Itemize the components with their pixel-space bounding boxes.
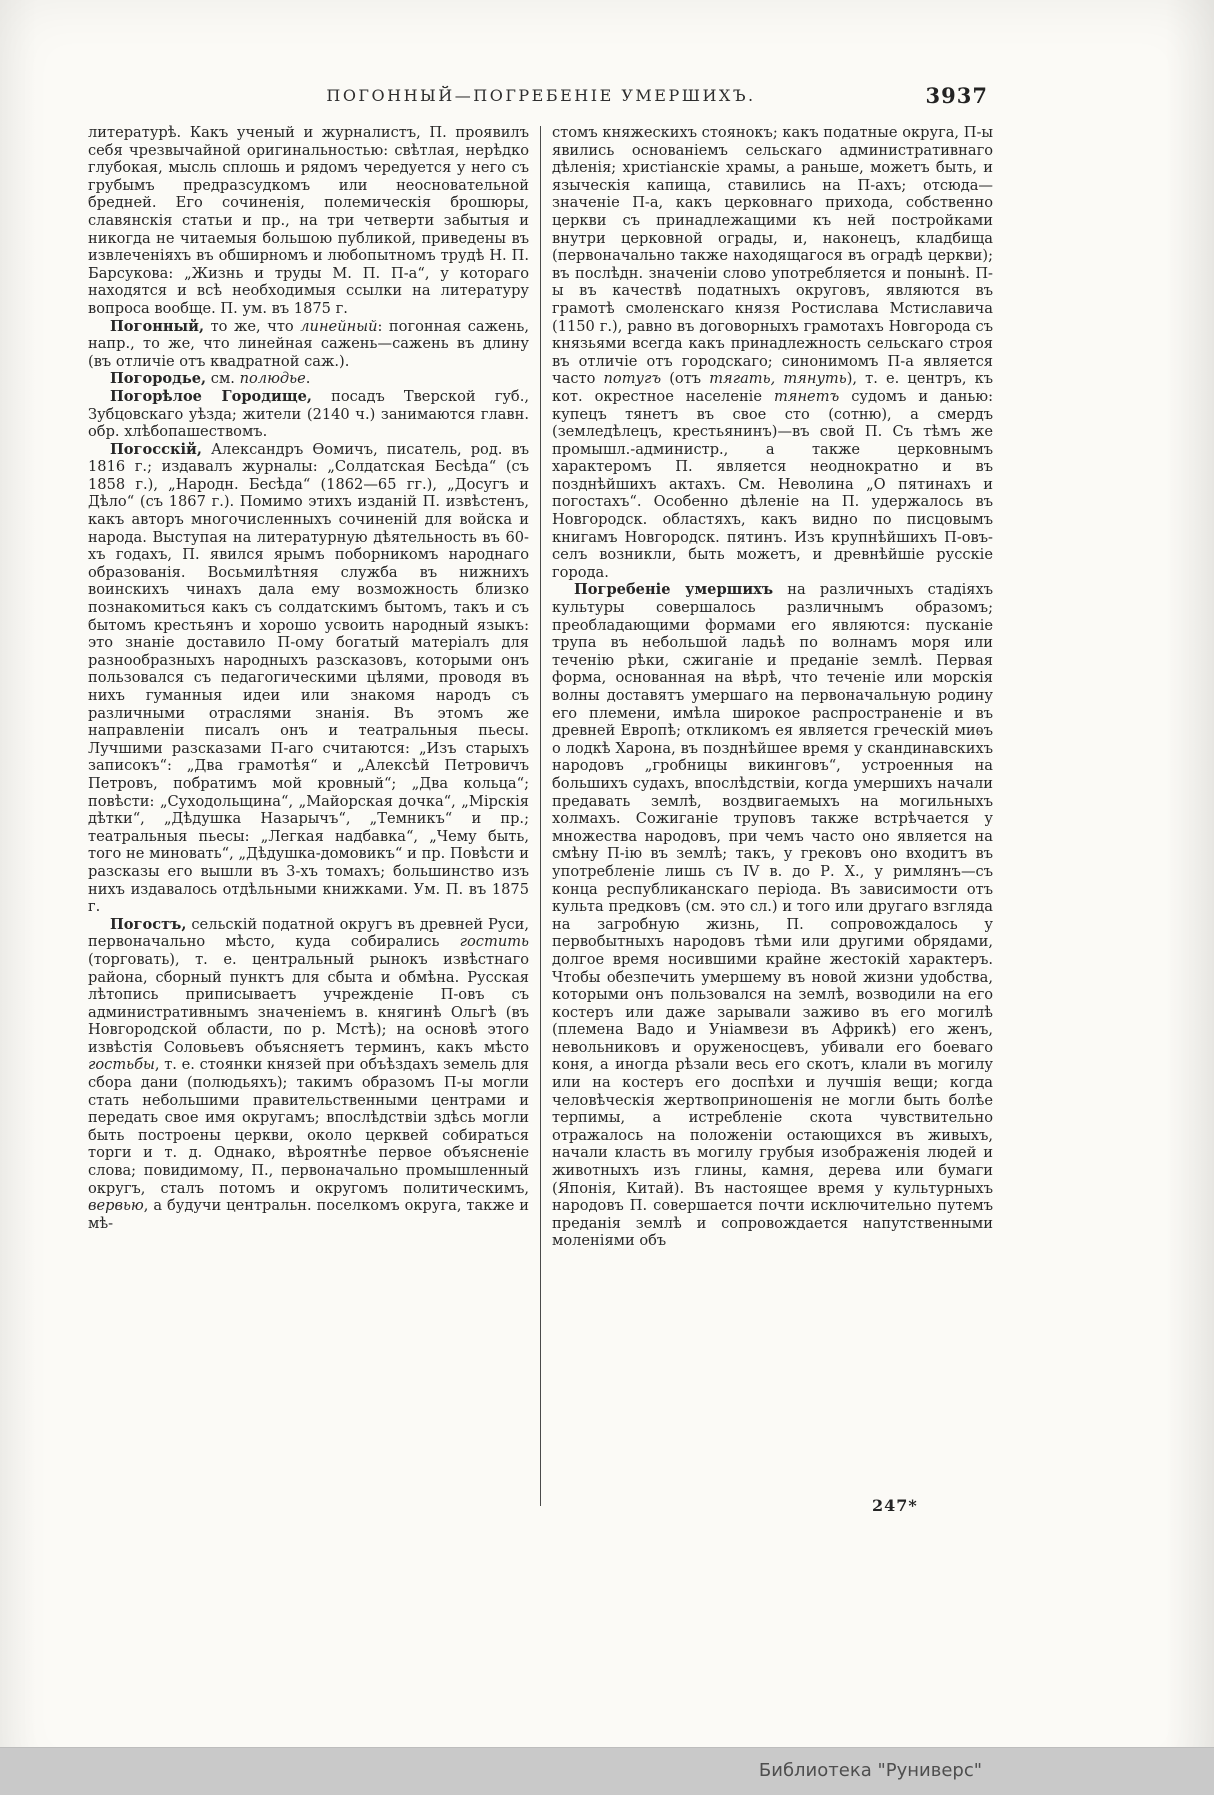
- entry-headword: Погонный,: [110, 317, 205, 335]
- paragraph-text: посадъ Тверской губ., Зубцовскаго уѣзда; жители (2140 ч.) занимаются главн. обр. хлѣбопашествомъ.: [88, 387, 529, 441]
- watermark-bar: [0, 1747, 1214, 1795]
- paragraph-text: тянетъ: [773, 387, 840, 405]
- entry-headword: Погорѣлое Городище,: [110, 387, 312, 405]
- column-divider: [540, 126, 541, 1506]
- page-header-title: ПОГОННЫЙ—ПОГРЕБЕНІЕ УМЕРШИХЪ.: [326, 86, 756, 105]
- paragraph-text: линейный: [300, 317, 378, 335]
- paragraph-text: вервью: [88, 1197, 144, 1215]
- page-number: 3937: [925, 83, 988, 108]
- signature-mark: 247*: [872, 1496, 918, 1515]
- paragraph-text: , а будучи центральн. поселкомъ округа, также и мѣ-: [88, 1197, 529, 1232]
- running-head: [88, 83, 994, 112]
- paragraph-text: ), т. е. центръ, къ кот. окрестное населеніе: [552, 370, 993, 405]
- paragraph: [88, 370, 529, 388]
- entry-headword: Погребеніе умершихъ: [574, 581, 774, 599]
- paragraph-text: литературѣ. Какъ ученый и журналистъ, П. проявилъ себя чрезвычайной оригинальностью: свѣтлая, нерѣдко глубокая, мысль сплошь и рядомъ чередуется у него съ грубымъ предразсудкомъ или неосновательной бредней. Его сочиненія, полемическія брошюры, славянскія статьи и пр., на три четверти забытыя и никогда не читаемыя большою публикой, приведены въ извлеченіяхъ въ обширномъ и любопытномъ трудѣ Н. П. Барсукова: „Жизнь и труды М. П. П-а“, у котораго находятся и всѣ необходимыя ссылки на литературу вопроса вообще. П. ум. въ 1875 г.: [88, 124, 529, 317]
- paragraph-text: полюдье: [239, 370, 306, 388]
- left-column: [88, 124, 529, 1506]
- paragraph-text: (торговать), т. е. центральный рынокъ извѣстнаго района, сборный пунктъ для сбыта и обмѣна. Русская лѣтопись приписываетъ учрежденіе П-овъ съ административнымъ значеніемъ в. княгинѣ Ольгѣ (въ Новгородской области, по р. Мстѣ); на основѣ этого извѣстія Соловьевъ объясняетъ терминъ, какъ мѣсто: [88, 950, 529, 1056]
- paragraph-text: .: [305, 370, 311, 388]
- paragraph-text: , т. е. стоянки князей при объѣздахъ земель для сбора дани (полюдьяхъ); такимъ образомъ П-ы могли стать небольшими правительственными центрами и передать свое имя округамъ; впослѣдствіи здѣсь могли быть построены церкви, около церквей собираться торги и т. д. Однако, вѣроятнѣе первое объясненіе слова; повидимому, П., первоначально промышленный округъ, сталъ потомъ и округомъ политическимъ,: [88, 1056, 529, 1197]
- paragraph-text: гостить: [459, 933, 529, 951]
- paragraph-text: сельскій податной округъ въ древней Руси, первоначально мѣсто, куда собирались: [88, 915, 529, 951]
- paragraph: [88, 318, 529, 371]
- entry-headword: Погородье,: [110, 370, 207, 388]
- right-column: [552, 124, 993, 1506]
- paragraph-text: потугъ: [603, 370, 662, 388]
- entry-headword: Погосскій,: [110, 440, 202, 458]
- paragraph-text: Александръ Ѳомичъ, писатель, род. въ 1816 г.; издавалъ журналы: „Солдатская Бесѣда“ (съ 1858 г.), „Народн. Бесѣда“ (1862—65 гг.), „Досугъ и Дѣло“ (съ 1867 г.). Помимо этихъ изданій П. извѣстенъ, какъ авторъ многочисленныхъ сочиненій для войска и народа. Выступая на литературную дѣятельность въ 60-хъ годахъ, П. явился ярымъ поборникомъ народнаго образованія. Восьмилѣтняя служба въ нижнихъ воинскихъ чинахъ дала ему возможность близко познакомиться какъ съ солдатскимъ бытомъ, такъ и съ бытомъ крестьянъ и хорошо усвоить народный языкъ: это знаніе доставило П-ому богатый матеріалъ для разнообразныхъ народныхъ разсказовъ, которыми онъ пользовался съ педагогическими цѣлями, проводя въ нихъ гуманныя идеи или знакомя народъ съ различными отраслями знанія. Въ этомъ же направленіи писалъ онъ и театральныя пьесы. Лучшими разсказами П-аго считаются: „Изъ старыхъ записокъ“: „Два грамотѣя“ и „Алексѣй Петровичъ Петровъ, побратимъ мой кровный“; „Два кольца“; повѣсти: „Суходольщина“, „Майорская дочка“, „Мірскія дѣтки“, „Дѣдушка Назарычъ“, „Темникъ“ и пр.; театральныя пьесы: „Легкая надбавка“, „Чему быть, того не миновать“, „Дѣдушка-домовикъ“ и пр. Повѣсти и разсказы его вышли въ 3-хъ томахъ; большинство изъ нихъ издавалось отдѣльными книжками. Ум. П. въ 1875 г.: [88, 440, 529, 916]
- paragraph-text: судомъ и данью: купецъ тянетъ въ свое сто (сотню), а смердъ (земледѣлецъ, крестьянинъ)—въ свой П. Съ тѣмъ же промышл.-администр., а также церковнымъ характеромъ П. является неоднократно и въ позднѣйшихъ актахъ. См. Неволина „О пятинахъ и погостахъ“. Особенно дѣленіе на П. удержалось въ Новгородск. областяхъ, какъ видно по писцовымъ книгамъ Новгородск. пятинъ. Изъ крупнѣйшихъ П-овъ-селъ возникли, быть можетъ, и древнѣйшіе русскіе города.: [552, 387, 993, 581]
- paragraph: [88, 916, 529, 1233]
- paragraph-text: на различныхъ стадіяхъ культуры совершалось различнымъ образомъ; преобладающими формами его являются: пусканіе трупа въ небольшой ладьѣ по волнамъ моря или теченію рѣки, сжиганіе и преданіе землѣ. Первая форма, основанная на вѣрѣ, что теченіе или морскія волны доставятъ умершаго на первоначальную родину его племени, имѣла широкое распространеніе и въ древней Европѣ; откликомъ ея является греческій миѳъ о лодкѣ Харона, въ позднѣйшее время у скандинавскихъ народовъ „гробницы викинговъ“, устроенныя на большихъ судахъ, впослѣдствіи, когда умершихъ начали предавать землѣ, воздвигаемыхъ на могильныхъ холмахъ. Сожиганіе труповъ также встрѣчается у множества народовъ, при чемъ часто оно является на смѣну П-ію въ землѣ; такъ, у грековъ оно входитъ въ употребленіе лишь съ IV в. до Р. Х., у римлянъ—съ конца республиканскаго періода. Въ зависимости отъ культа предковъ (см. это сл.) и того или другаго взгляда на загробную жизнь, П. сопровождалось у первобытныхъ народовъ тѣми или другими обрядами, долгое время носившими крайне жестокій характеръ. Чтобы обезпечить умершему въ новой жизни удобства, которыми онъ пользовался на землѣ, возводили на его костеръ или даже зарывали заживо въ его могилѣ (племена Вадо и Уніамвези въ Африкѣ) его женъ, невольниковъ и оруженосцевъ, убивали его боеваго коня, а иногда рѣзали весь его скотъ, клали въ могилу или на костеръ его доспѣхи и лучшія вещи; когда человѣческія жертвоприношенія не могли быть болѣе терпимы, а истребленіе скота чувствительно отражалось на положеніи остающихся въ живыхъ, начали класть въ могилу грубыя изображенія людей и животныхъ изъ глины, камня, дерева или бумаги (Японія, Китай). Въ настоящее время у культурныхъ народовъ П. совершается почти исключительно путемъ преданія землѣ и сопровождается напутственными моленіями объ: [552, 581, 993, 1250]
- paragraph-text: : погонная сажень, напр., то же, что линейная сажень—сажень въ длину (въ отличіе отъ квадратной саж.).: [88, 317, 529, 370]
- paragraph: [552, 581, 993, 1250]
- paragraph-text: гостьбы: [88, 1056, 155, 1074]
- paragraph: [88, 388, 529, 441]
- paragraph-text: то же, что: [204, 317, 301, 335]
- watermark-label: Библиотека "Руниверс": [758, 1760, 982, 1781]
- paragraph-text: см.: [206, 370, 240, 388]
- paragraph-text: тягать, тянуть: [709, 370, 847, 388]
- paragraph-text: (отъ: [661, 370, 710, 388]
- paragraph-text: стомъ княжескихъ стоянокъ; какъ податные округа, П-ы явились основаніемъ сельскаго административнаго дѣленія; христіанскіе храмы, а раньше, можетъ быть, и языческія капища, ставились на П-ахъ; отсюда—значеніе П-а, какъ церковнаго прихода, собственно церкви съ принадлежащими къ ней постройками внутри церковной ограды, и, наконецъ, кладбища (первоначально также находящагося въ оградѣ церкви); въ послѣдн. значеніи слово употребляется и понынѣ. П-ы въ качествѣ податныхъ округовъ, являются въ грамотѣ смоленскаго князя Ростислава Мстиславича (1150 г.), равно въ договорныхъ грамотахъ Новгорода съ князьями всегда какъ принадлежность сельскаго строя въ отличіе отъ городскаго; синонимомъ П-а является часто: [552, 124, 993, 388]
- text-block: [88, 124, 994, 1506]
- entry-headword: Погостъ,: [110, 915, 187, 933]
- paragraph: [88, 441, 529, 916]
- paragraph: [88, 124, 529, 318]
- paragraph: [552, 124, 993, 581]
